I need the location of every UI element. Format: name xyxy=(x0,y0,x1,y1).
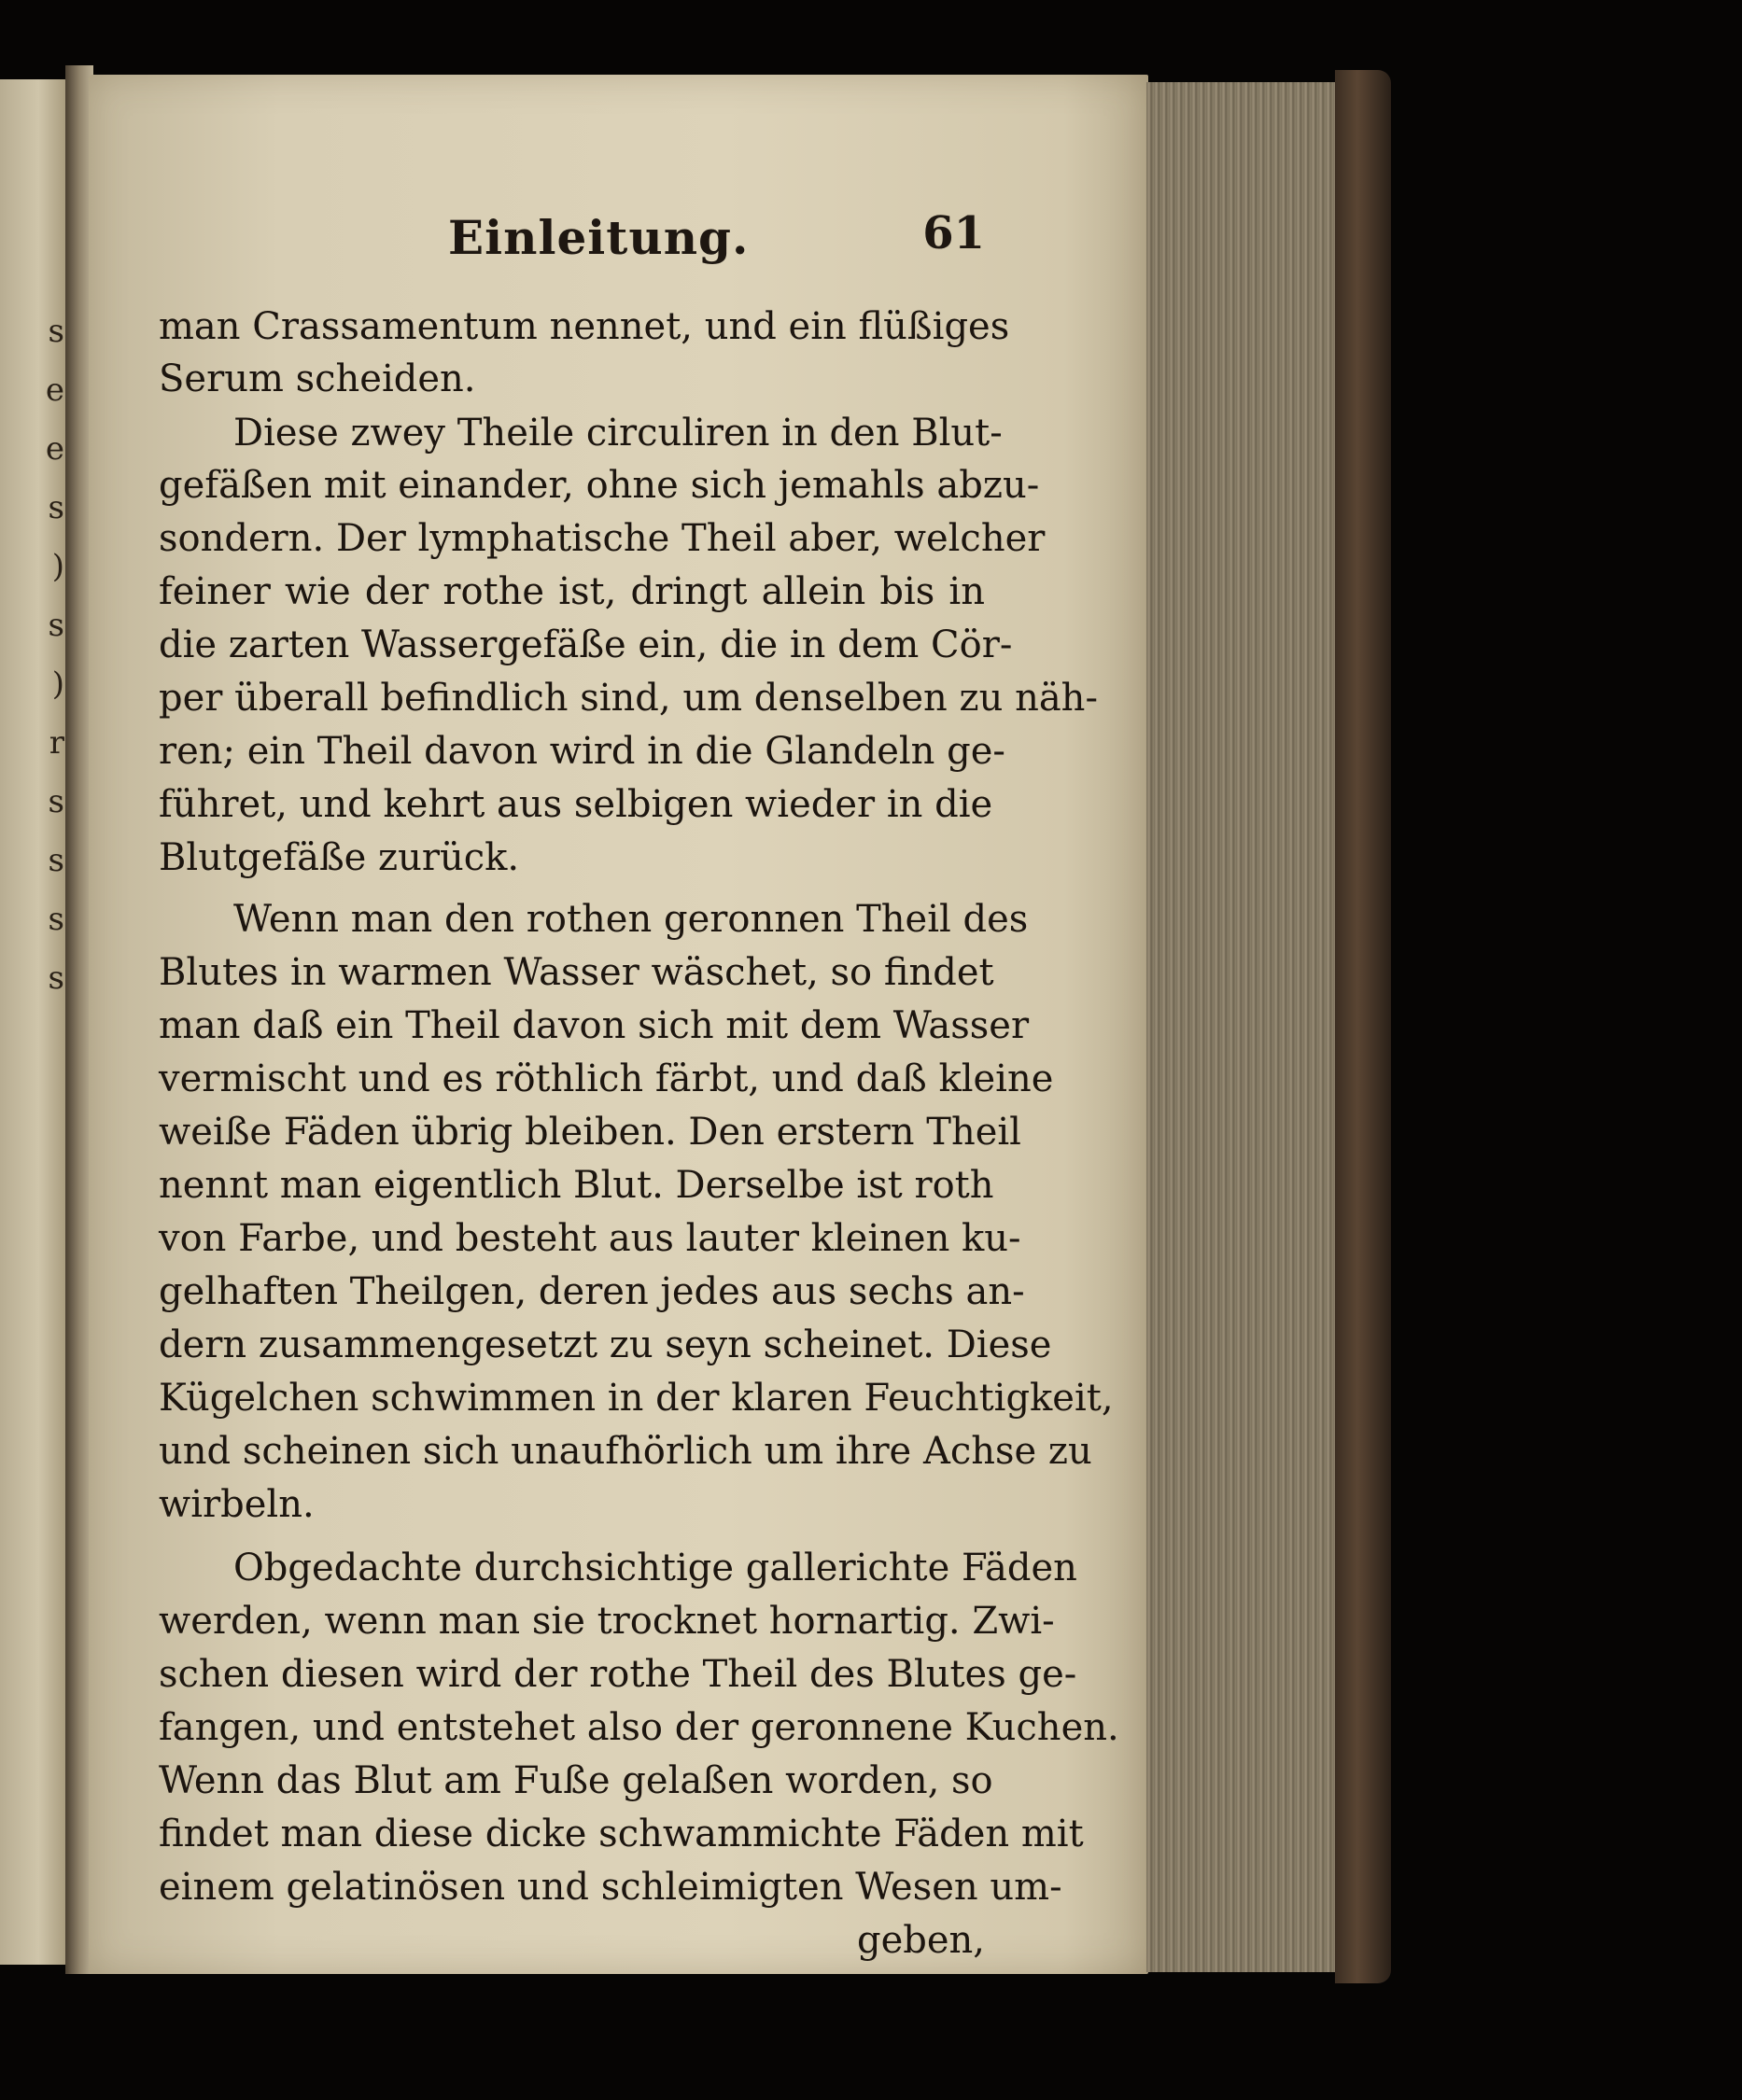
text-line: und scheinen sich unaufhörlich um ihre Achse zu xyxy=(159,1430,1092,1473)
text-line: weiße Fäden übrig bleiben. Den erstern Theil xyxy=(159,1111,1021,1154)
text-line: sondern. Der lymphatische Theil aber, welcher xyxy=(159,517,1046,560)
edge-char: s xyxy=(48,959,64,997)
text-line: gelhaften Theilgen, deren jedes aus sechs an- xyxy=(159,1270,1025,1313)
text-line: man Crassamentum nennet, und ein flüßiges xyxy=(159,305,1010,348)
text-line: vermischt und es röthlich färbt, und daß kleine xyxy=(159,1057,1054,1100)
text-line: gefäßen mit einander, ohne sich jemahls abzu- xyxy=(159,464,1040,507)
text-line: Kügelchen schwimmen in der klaren Feuchtigkeit, xyxy=(159,1377,1114,1420)
text-line: findet man diese dicke schwammichte Fäden mit xyxy=(159,1813,1084,1855)
text-line: man daß ein Theil davon sich mit dem Wasser xyxy=(159,1004,1030,1047)
edge-char: e xyxy=(45,430,64,468)
text-line: Blutgefäße zurück. xyxy=(159,836,520,879)
previous-page-text-fragments xyxy=(36,313,64,1018)
text-line: einem gelatinösen und schleimigten Wesen um- xyxy=(159,1866,1062,1909)
text-line: per überall befindlich sind, um denselben zu näh- xyxy=(159,677,1098,720)
text-line: Wenn man den rothen geronnen Theil des xyxy=(233,898,1029,941)
edge-char: s xyxy=(48,607,64,644)
edge-char: s xyxy=(48,783,64,820)
catchword: geben, xyxy=(856,1919,985,1962)
text-line: Obgedachte durchsichtige gallerichte Fäden xyxy=(233,1547,1077,1589)
edge-char: e xyxy=(45,371,64,409)
text-line: führet, und kehrt aus selbigen wieder in die xyxy=(159,783,993,826)
edge-char: s xyxy=(48,901,64,938)
text-line: Diese zwey Theile circuliren in den Blut- xyxy=(233,412,1003,455)
text-line: dern zusammengesetzt zu seyn scheinet. Diese xyxy=(159,1323,1052,1366)
edge-char: s xyxy=(48,842,64,879)
text-line: die zarten Wassergefäße ein, die in dem Cör- xyxy=(159,623,1013,666)
previous-page-edge xyxy=(0,79,70,1965)
book-cover-edge xyxy=(1335,70,1391,1983)
text-line: fangen, und entstehet also der geronnene Kuchen. xyxy=(159,1706,1119,1749)
text-line: Serum scheiden. xyxy=(159,357,476,400)
text-line: ren; ein Theil davon wird in die Glandeln ge- xyxy=(159,730,1005,773)
page-number: 61 xyxy=(922,207,985,259)
running-head: Einleitung. xyxy=(448,210,750,265)
edge-char: s xyxy=(48,489,64,526)
text-line: nennt man eigentlich Blut. Derselbe ist roth xyxy=(159,1164,994,1207)
edge-char: ) xyxy=(51,665,64,703)
edge-char: ) xyxy=(51,548,64,585)
text-line: von Farbe, und besteht aus lauter kleinen ku- xyxy=(159,1217,1021,1260)
text-line: werden, wenn man sie trocknet hornartig. Zwi- xyxy=(159,1600,1055,1643)
text-line: schen diesen wird der rothe Theil des Blutes ge- xyxy=(159,1653,1077,1696)
text-line: wirbeln. xyxy=(159,1483,315,1526)
page-block-edges xyxy=(1146,82,1342,1972)
text-line: Wenn das Blut am Fuße gelaßen worden, so xyxy=(159,1759,993,1802)
text-line: feiner wie der rothe ist, dringt allein bis in xyxy=(159,570,985,613)
text-line: Blutes in warmen Wasser wäschet, so findet xyxy=(159,951,994,994)
edge-char: r xyxy=(49,724,64,762)
edge-char: s xyxy=(48,313,64,350)
